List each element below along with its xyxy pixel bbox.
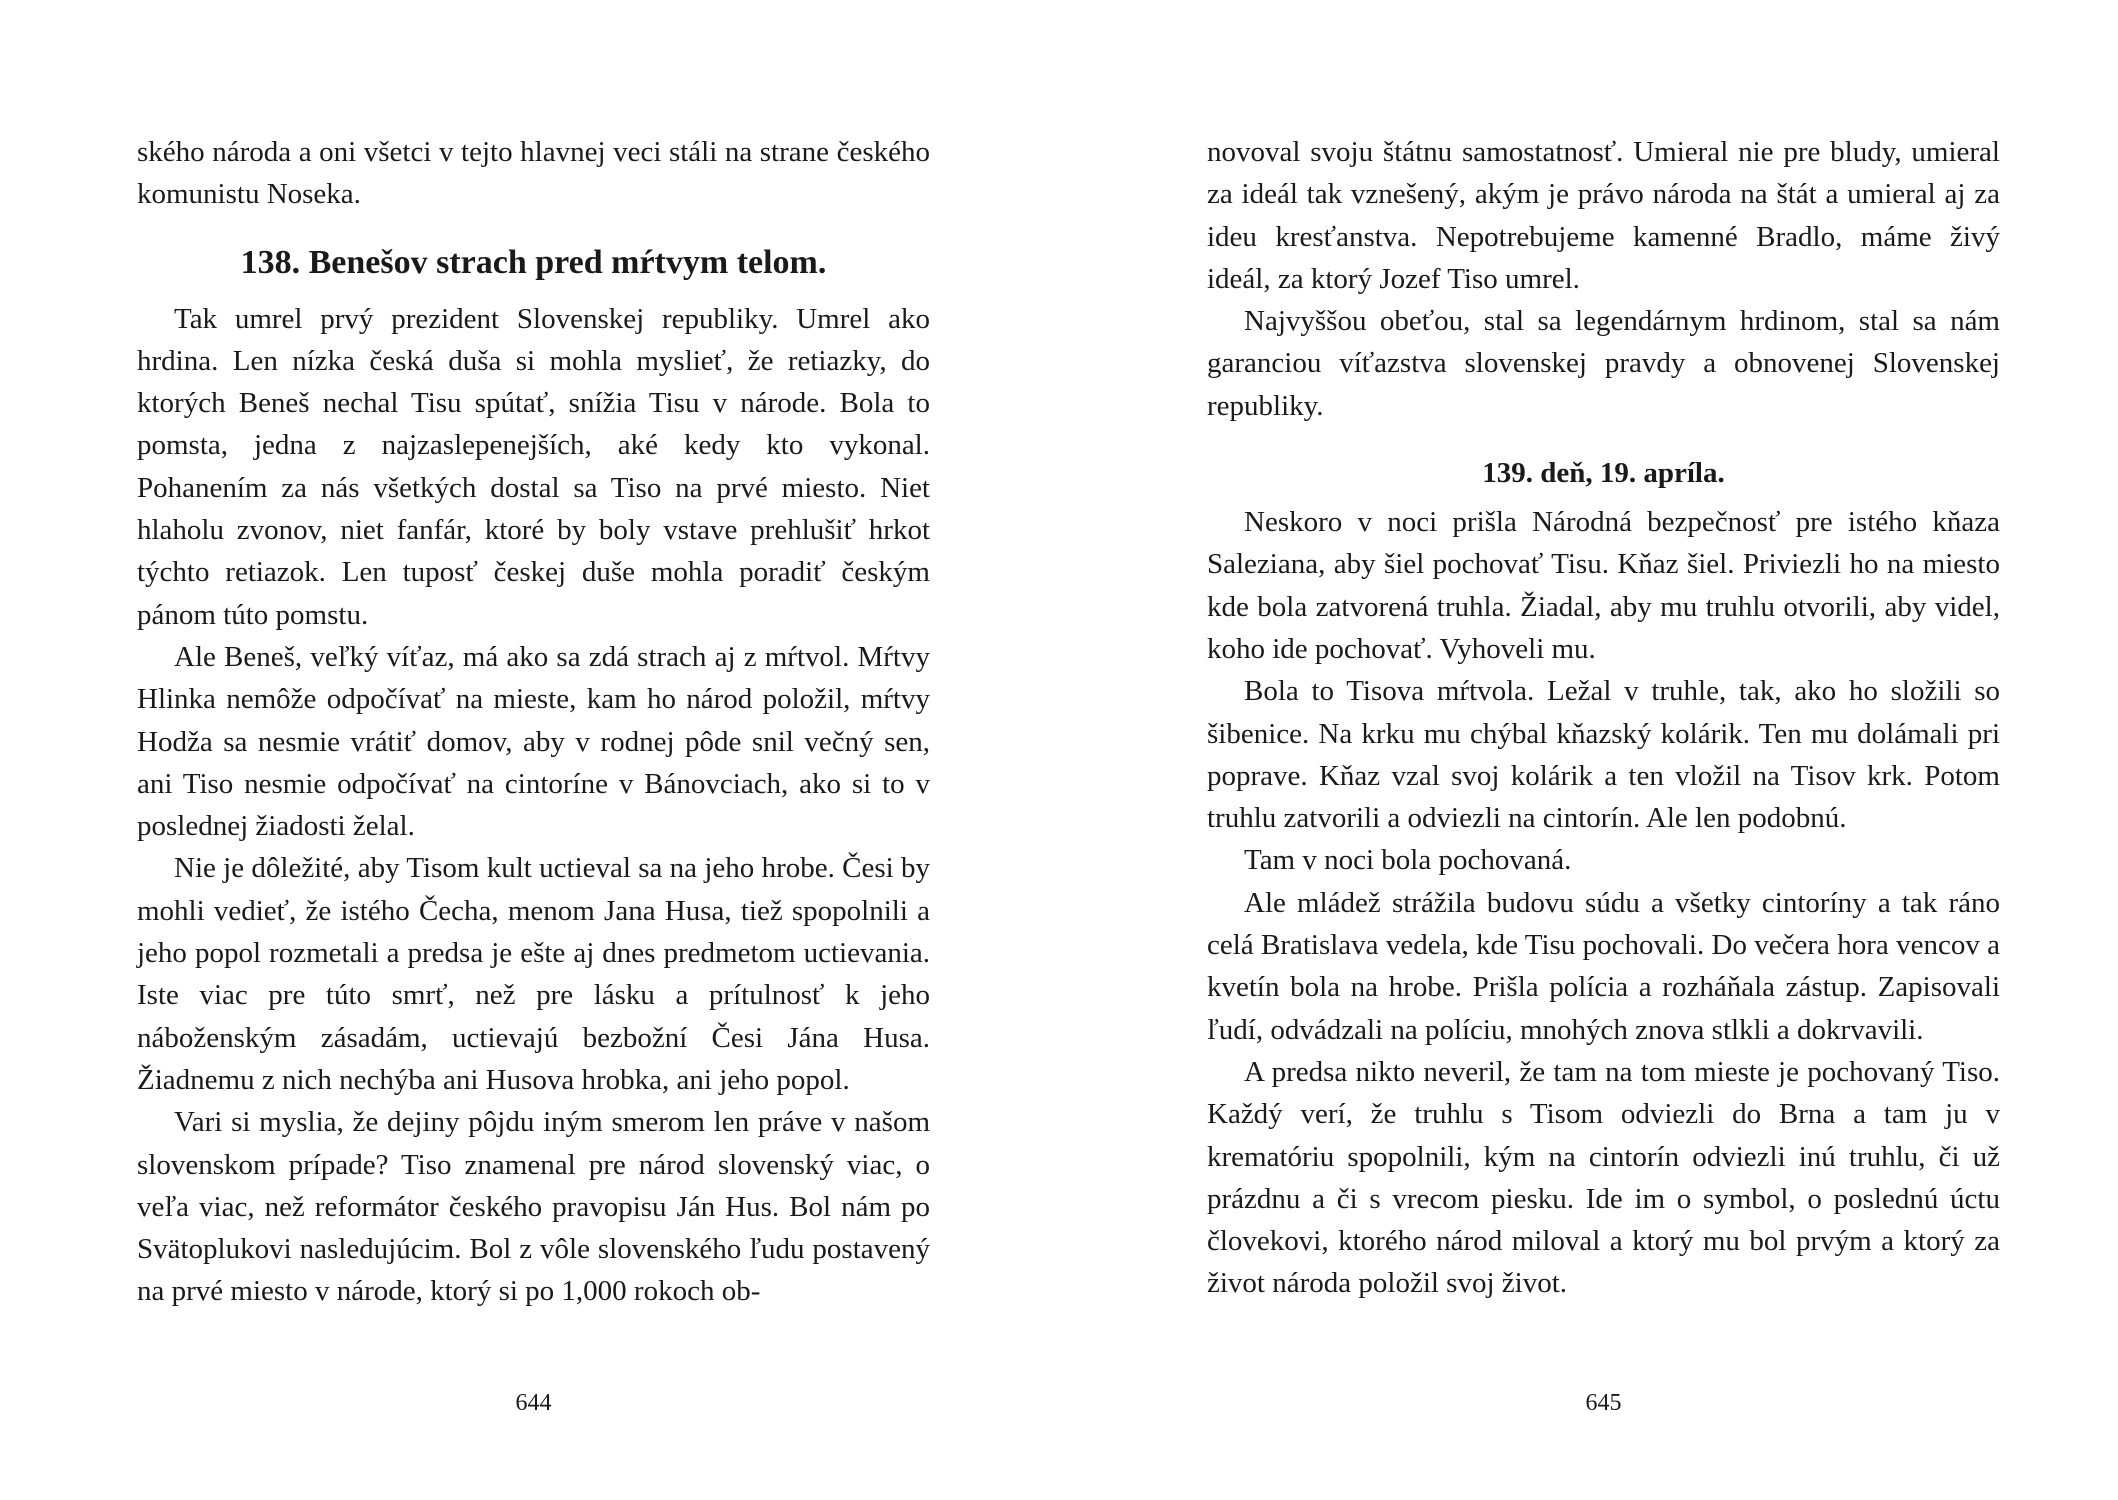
continuation-paragraph: novoval svoju štátnu samostatnosť. Umieral nie pre bludy, umieral za ideál tak vznešený, akým je právo národa na štát a umieral aj za ideu kresťanstva. Nepotrebujeme kamenné Bradlo, máme živý ideál, za ktorý Jozef Tiso umrel.: [1207, 136, 2000, 295]
continuation-paragraph: ského národa a oni všetci v tejto hlavnej veci stáli na strane českého komunistu Noseka.: [137, 136, 930, 211]
body-paragraph: A predsa nikto neveril, že tam na tom mieste je pochovaný Tiso. Každý verí, že truhlu s Tisom odviezli do Brna a tam ju v krematóriu spopolnili, kým na cintorín odviezli inú truhlu, či už prázdnu a či s vrecom piesku. Ide im o symbol, o poslednú úctu človekovi, ktorého národ miloval a ktorý mu bol prvým a ktorý za život národa položil svoj život.: [1207, 1055, 2000, 1300]
body-paragraph: Ale Beneš, veľký víťaz, má ako sa zdá strach aj z mŕtvol. Mŕtvy Hlinka nemôže odpočívať na mieste, kam ho národ položil, mŕtvy Hodža sa nesmie vrátiť domov, aby v rodnej pôde snil večný sen, ani Tiso nesmie odpočívať na cintoríne v Bánovciach, ako si to v poslednej žiadosti želal.: [137, 640, 930, 843]
body-paragraph: Vari si myslia, že dejiny pôjdu iným smerom len práve v našom slovenskom prípade? Tiso znamenal pre národ slovenský viac, o veľa viac, než reformátor českého pravopisu Ján Hus. Bol nám po Svätoplukovi nasledujúcim. Bol z vôle slovenského ľudu postavený na prvé miesto v národe, ktorý si po 1,000 rokoch ob-: [137, 1106, 930, 1308]
left-page-body: [137, 131, 930, 1313]
page-number-right: 645: [1585, 1390, 1622, 1416]
chapter-heading-139: 139. deň, 19. apríla.: [1482, 457, 1725, 490]
body-paragraph: Bola to Tisova mŕtvola. Ležal v truhle, tak, ako ho složili so šibenice. Na krku mu chýbal kňazský kolárik. Ten mu dolámali pri poprave. Kňaz vzal svoj kolárik a ten vložil na Tisov krk. Potom truhlu zatvorili a odviezli na cintorín. Ale len podobnú.: [1207, 675, 2000, 835]
body-paragraph: Ale mládež strážila budovu súdu a všetky cintoríny a tak ráno celá Bratislava vedela, kde Tisu pochovali. Do večera hora vencov a kvetín bola na hrobe. Prišla polícia a rozháňala zástup. Zapisovali ľudí, odvádzali na políciu, mnohých znova stlkli a dokrvavili.: [1207, 886, 2000, 1046]
body-paragraph: Tak umrel prvý prezident Slovenskej republiky. Umrel ako hrdina. Len nízka česká duša si mohla myslieť, že retiazky, do ktorých Beneš nechal Tisu spútať, snížia Tisu v národe. Bola to pomsta, jedna z najzaslepenejších, aké kedy kto vykonal. Pohanením za nás všetkých dostal sa Tiso na prvé miesto. Niet hlaholu zvonov, niet fanfár, ktoré by boly vstave prehlušiť hrkot týchto retiazok. Len tuposť českej duše mohla poradiť českým pánom túto pomstu.: [137, 302, 930, 631]
body-paragraph: Nie je dôležité, aby Tisom kult uctieval sa na jeho hrobe. Česi by mohli vedieť, že istého Čecha, menom Jana Husa, tiež spopolnili a jeho popol rozmetali a predsa je ešte aj dnes predmetom uctievania. Iste viac pre túto smrť, než pre lásku a prítulnosť k jeho náboženským zásadám, uctievajú bezbožní Česi Jána Husa. Žiadnemu z nich nechýba ani Husova hrobka, ani jeho popol.: [137, 852, 930, 1096]
right-page-body: [1207, 131, 2000, 1305]
right-page: [1059, 0, 2118, 1500]
page-number-left: 644: [515, 1390, 552, 1416]
body-paragraph: Najvyššou obeťou, stal sa legendárnym hrdinom, stal sa nám garanciou víťazstva slovenskej pravdy a obnovenej Slovenskej republiky.: [1207, 305, 2000, 422]
body-paragraph: Neskoro v noci prišla Národná bezpečnosť pre istého kňaza Saleziana, aby šiel pochovať Tisu. Kňaz šiel. Priviezli ho na miesto kde bola zatvorená truhla. Žiadal, aby mu truhlu otvorili, aby videl, koho ide pochovať. Vyhoveli mu.: [1207, 506, 2000, 665]
body-paragraph: Tam v noci bola pochovaná.: [1244, 844, 1572, 877]
chapter-heading-138: 138. Benešov strach pred mŕtvym telom.: [240, 243, 827, 281]
